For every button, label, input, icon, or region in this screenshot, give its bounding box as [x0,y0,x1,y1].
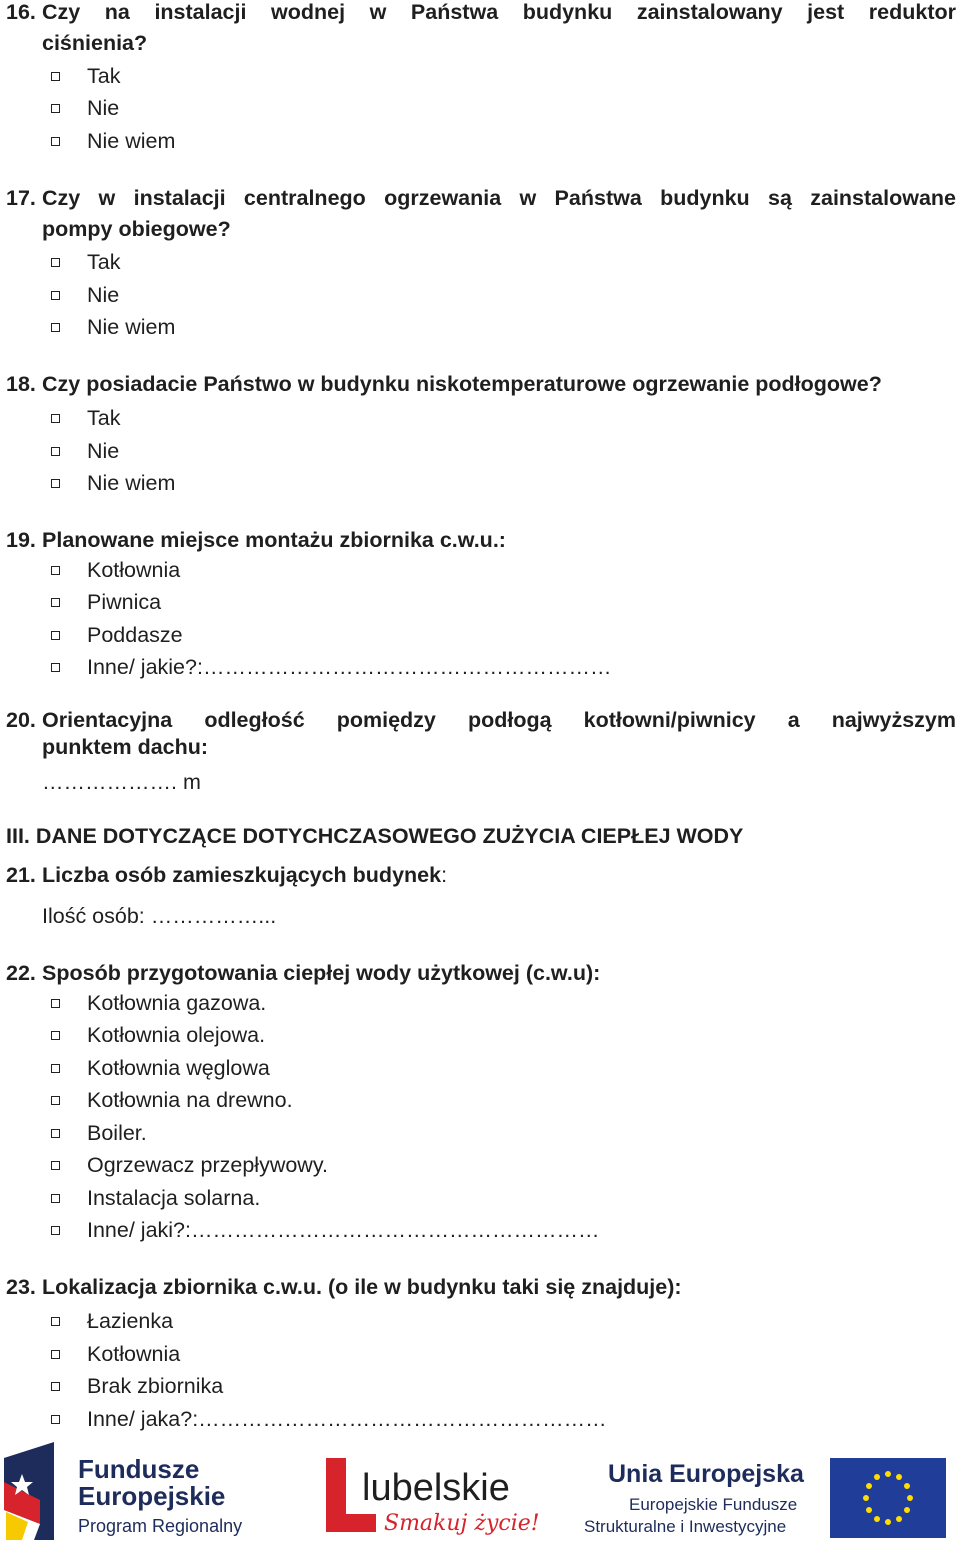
question-number: 16. [6,0,36,24]
question-number: 20. [6,708,36,732]
lubelskie-logo [326,1458,540,1536]
checkbox-icon[interactable] [51,663,60,672]
persons-count-field[interactable]: Ilość osób: ……………... [42,904,277,928]
question-text-line2: ciśnienia? [42,31,148,55]
checkbox-icon[interactable] [51,1194,60,1203]
unia-europejska-logo [584,1460,805,1536]
checkbox-icon[interactable] [51,137,60,146]
ue-line1: Europejskie Fundusze [629,1495,798,1514]
logos-svg [0,1440,960,1545]
checkbox-icon[interactable] [51,631,60,640]
checkbox-icon[interactable] [51,1064,60,1073]
checkbox-icon[interactable] [51,104,60,113]
question-20 [6,707,956,761]
checkbox-icon[interactable] [51,291,60,300]
question-text: Sposób przygotowania ciepłej wody użytkowej (c.w.u): [42,961,601,985]
footer-logos [0,1440,960,1545]
questionnaire-page: 16. Czy na instalacji wodnej w Państwa budynku zainstalowany jest reduktor ciśnienia? Tak Nie Nie wiem 17. Czy w instalacji centralnego ogrzewania w Państwa budynku są zainstalowane pompy obiegowe? Tak Nie Nie wiem 18. Czy posiadacie Państwo w budynku niskotemperaturowe ogrzewanie podłogowe? Tak Nie Nie wiem 19. Planowane miejsce montażu zbiornika c.w.u.: Kotłownia Piwnica Poddasze Inne/ jakie?:………………………………………………… 20. Orientacyjna odległość pomiędzy podłogą kotłowni/piwnicy a najwyższym punktem dachu: ………………. m III. DANE DOTYCZĄCE DOTYCHCZASOWEGO ZUŻYCIA CIEPŁEJ WODY 21. Liczba osób zamieszkujących budynek: Ilość osób: ……………... 22. Sposób przygotowania ciepłej wody użytkowej (c.w.u): Kotłownia gazowa. Kotłownia olejowa. Kotłownia węglowa Kotłownia na drewno. Boiler. Ogrzewacz przepływowy. Instalacja solarna. Inne/ jaki?:………………………………………………… 23. Lokalizacja zbiornika c.w.u. (o ile w budynku taki się znajduje): Łazienka Kotłownia Brak zbiornika Inne/ jaka?:………………………………………………… [0,0,960,1440]
checkbox-icon[interactable] [51,72,60,81]
checkbox-icon[interactable] [51,598,60,607]
checkbox-icon[interactable] [51,414,60,423]
question-22 [6,958,956,989]
question-16 [6,0,956,59]
checkbox-icon[interactable] [51,1161,60,1170]
question-text: Czy posiadacie Państwo w budynku niskotemperaturowe ogrzewanie podłogowe? [42,372,882,396]
eu-flag [830,1458,946,1538]
checkbox-icon[interactable] [51,1350,60,1359]
lubelskie-wordmark: lubelskie [362,1467,510,1509]
question-text-line2: punktem dachu: [42,735,209,759]
ue-line2: Strukturalne i Inwestycyjne [584,1517,787,1536]
question-colon: : [441,863,448,887]
fe-line2: Europejskie [78,1481,226,1511]
question-17 [6,183,956,245]
checkbox-icon[interactable] [51,1226,60,1235]
question-text: Liczba osób zamieszkujących budynek [42,863,442,887]
question-number: 22. [6,961,36,985]
checkbox-icon[interactable] [51,1031,60,1040]
question-text: Lokalizacja zbiornika c.w.u. (o ile w budynku taki się znajduje): [42,1275,682,1299]
distance-answer-field[interactable]: ………………. m [42,770,201,794]
section-heading: III. DANE DOTYCZĄCE DOTYCHCZASOWEGO ZUŻYCIA CIEPŁEJ WODY [6,824,744,848]
question-text-line1: Czy w instalacji centralnego ogrzewania w Państwa budynku są zainstalowane [42,186,956,210]
question-number: 19. [6,528,36,552]
checkbox-icon[interactable] [51,1382,60,1391]
checkbox-icon[interactable] [51,1415,60,1424]
checkbox-icon[interactable] [51,1096,60,1105]
question-text-line2: pompy obiegowe? [42,217,231,241]
checkbox-icon[interactable] [51,1129,60,1138]
eu-flag-background [830,1458,946,1538]
fundusze-europejskie-logo [4,1442,242,1540]
question-19 [6,525,956,556]
question-text-line1: Czy na instalacji wodnej w Państwa budynku zainstalowany jest reduktor [42,0,956,24]
question-text-line1: Orientacyjna odległość pomiędzy podłogą kotłowni/piwnicy a najwyższym [42,708,956,732]
checkbox-icon[interactable] [51,447,60,456]
checkbox-icon[interactable] [51,258,60,267]
lubelskie-tagline: Smakuj życie! [384,1511,540,1536]
question-23 [6,1272,956,1303]
checkbox-icon[interactable] [51,323,60,332]
checkbox-icon[interactable] [51,479,60,488]
question-number: 17. [6,186,36,210]
checkbox-icon[interactable] [51,566,60,575]
question-text: Planowane miejsce montażu zbiornika c.w.u.: [42,528,506,552]
ue-title: Unia Europejska [608,1460,804,1488]
fe-line3: Program Regionalny [78,1516,243,1536]
question-number: 21. [6,863,36,887]
question-21 [6,860,956,891]
checkbox-icon[interactable] [51,1317,60,1326]
fe-line1: Fundusze [78,1454,200,1484]
question-number: 23. [6,1275,36,1299]
question-18 [6,369,956,400]
checkbox-icon[interactable] [51,999,60,1008]
question-number: 18. [6,372,36,396]
